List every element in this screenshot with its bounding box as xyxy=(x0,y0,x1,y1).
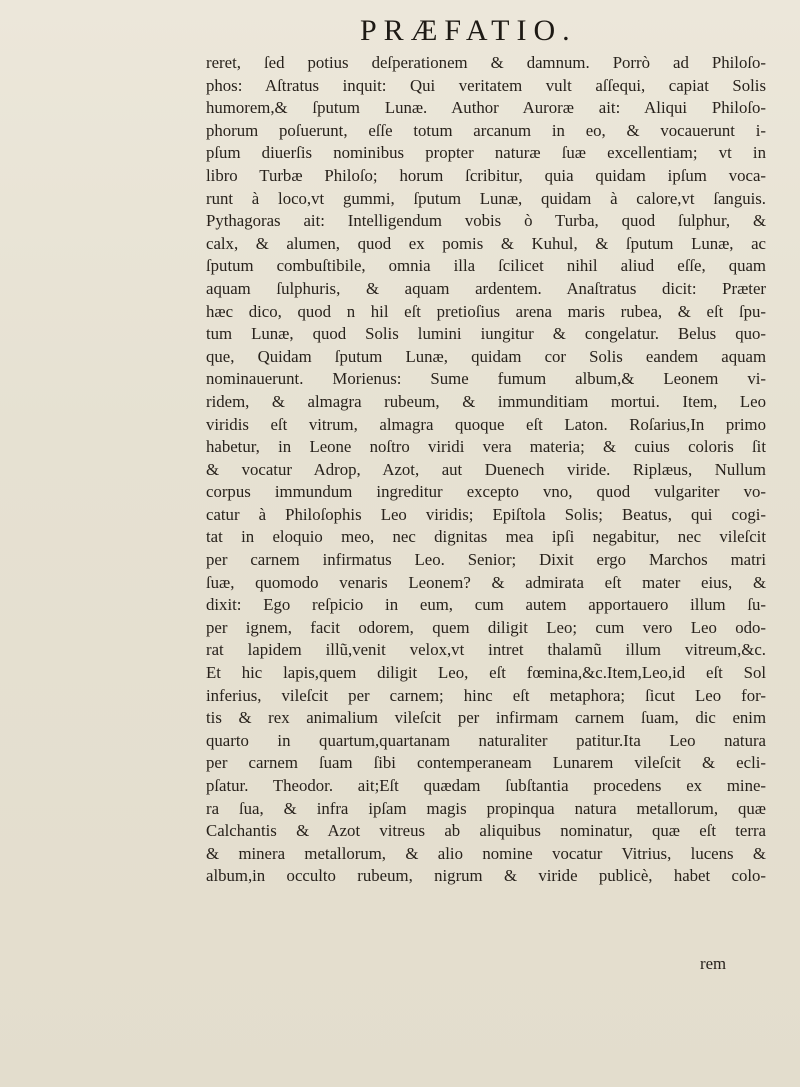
text-line: libro Turbæ Philoſo; horum ſcribitur, quia quidam ipſum voca- xyxy=(206,165,766,185)
text-line: ſuæ, quomodo venaris Leonem? & admirata eſt mater eius, & xyxy=(206,572,766,592)
text-line: hæc dico, quod n hil eſt pretioſius arena maris rubea, & eſt ſpu- xyxy=(206,301,766,321)
text-line: pſum diuerſis nominibus propter naturæ ſuæ excellentiam; vt in xyxy=(206,143,766,163)
text-line: tum Lunæ, quod Solis lumini iungitur & congelatur. Belus quo- xyxy=(206,324,766,344)
running-header: PRÆFATIO. xyxy=(360,14,577,47)
text-line: ridem, & almagra rubeum, & immunditiam mortui. Item, Leo xyxy=(206,391,766,411)
text-line: viridis eſt vitrum, almagra quoque eſt Laton. Roſarius,In primo xyxy=(206,414,766,434)
text-line: nominauerunt. Morienus: Sume fumum album,& Leonem vi- xyxy=(206,369,766,389)
text-line: catur à Philoſophis Leo viridis; Epiſtola Solis; Beatus, qui cogi- xyxy=(206,504,766,524)
text-line: & vocatur Adrop, Azot, aut Duenech viride. Riplæus, Nullum xyxy=(206,459,766,479)
text-line: per carnem ſuam ſibi contemperaneam Lunarem vileſcit & ecli- xyxy=(206,753,766,773)
catchword: rem xyxy=(700,954,727,973)
text-line: ſputum combuſtibile, omnia illa ſcilicet nihil aliud eſſe, quam xyxy=(206,256,766,276)
text-line: dixit: Ego reſpicio in eum, cum autem apportauero illum ſu- xyxy=(206,595,766,615)
text-line: quarto in quartum,quartanam naturaliter patitur.Ita Leo natura xyxy=(206,730,766,750)
text-line: rat lapidem illũ,venit velox,vt intret thalamũ illum vitreum,&c. xyxy=(206,640,766,660)
text-line: Calchantis & Azot vitreus ab aliquibus nominatur, quæ eſt terra xyxy=(206,821,766,841)
text-line: tis & rex animalium vileſcit per infirmam carnem ſuam, dic enim xyxy=(206,708,766,728)
text-line: inferius, vileſcit per carnem; hinc eſt metaphora; ſicut Leo for- xyxy=(206,685,766,705)
text-line: corpus immundum ingreditur excepto vno, quod vulgariter vo- xyxy=(206,482,766,502)
text-line: pſatur. Theodor. ait;Eſt quædam ſubſtantia procedens ex mine- xyxy=(206,776,766,795)
text-line: & minera metallorum, & alio nomine vocatur Vitrius, lucens & xyxy=(206,843,766,863)
text-line: calx, & alumen, quod ex pomis & Kuhul, & ſputum Lunæ, ac xyxy=(206,233,766,253)
text-line: aquam ſulphuris, & aquam ardentem. Anaſtratus dicit: Præter xyxy=(206,278,766,298)
text-line: per carnem infirmatus Leo. Senior; Dixit ergo Marchos matri xyxy=(206,550,766,570)
text-line: phos: Aſtratus inquit: Qui veritatem vult aſſequi, capiat Solis xyxy=(206,75,766,95)
text-line: per ignem, facit odorem, quem diligit Leo; cum vero Leo odo- xyxy=(206,617,766,637)
text-line: tat in eloquio meo, nec dignitas mea ipſi negabitur, nec vileſcit xyxy=(206,527,766,547)
text-line: runt à loco,vt gummi, ſputum Lunæ, quidam à calore,vt ſanguis. xyxy=(206,188,766,208)
text-line: album,in occulto rubeum, nigrum & viride publicè, habet colo- xyxy=(206,866,766,886)
text-line: humorem,& ſputum Lunæ. Author Auroræ ait: Aliqui Philoſo- xyxy=(206,98,766,118)
text-line: Et hic lapis,quem diligit Leo, eſt fœmina,&c.Item,Leo,id eſt Sol xyxy=(206,663,766,683)
body-text xyxy=(206,52,766,888)
text-line: reret, ſed potius deſperationem & damnum. Porrò ad Philoſo- xyxy=(206,53,766,72)
text-line: Pythagoras ait: Intelligendum vobis ò Turba, quod ſulphur, & xyxy=(206,211,766,231)
text-line: habetur, in Leone noſtro viridi vera materia; & cuius coloris ſit xyxy=(206,437,766,457)
text-line: phorum poſuerunt, eſſe totum arcanum in eo, & vocauerunt i- xyxy=(206,120,766,140)
text-line: ra ſua, & infra ipſam magis propinqua natura metallorum, quæ xyxy=(206,798,766,818)
text-line: que, Quidam ſputum Lunæ, quidam cor Solis eandem aquam xyxy=(206,346,766,366)
